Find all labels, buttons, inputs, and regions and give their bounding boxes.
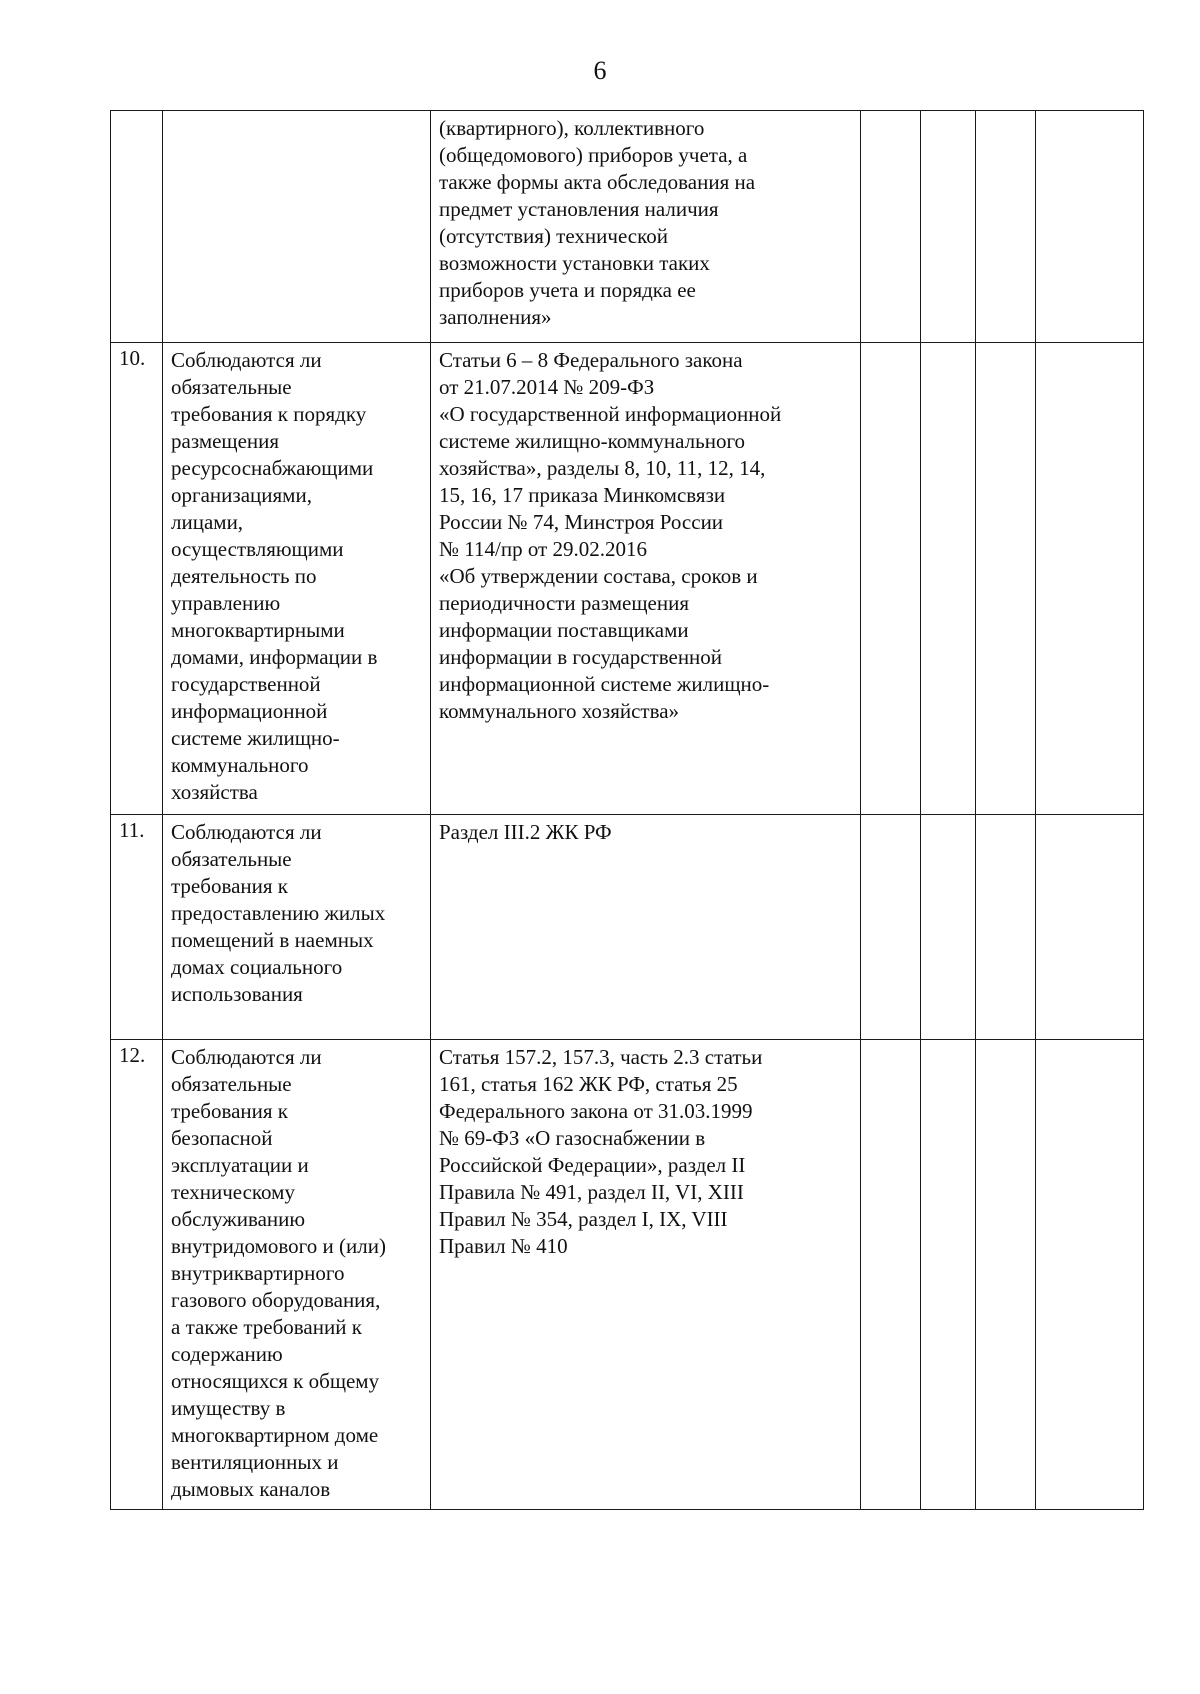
legal-reference-cell: Раздел III.2 ЖК РФ	[431, 815, 861, 1040]
row-number-cell	[111, 111, 163, 343]
table-row	[111, 1040, 1144, 1510]
answer-yes-cell[interactable]	[861, 815, 921, 1040]
answer-no-cell[interactable]	[921, 1040, 976, 1510]
question-cell: Соблюдаются ли обязательные требования к порядку размещения ресурсоснабжающими организациями, лицами, осуществляющими деятельность по управлению многоквартирными домами, информации в государственной информационной системе жилищно- коммунального хозяйства	[163, 343, 431, 815]
notes-cell[interactable]	[1036, 1040, 1144, 1510]
legal-reference-cell: Статья 157.2, 157.3, часть 2.3 статьи 161, статья 162 ЖК РФ, статья 25 Федерального закона от 31.03.1999 № 69-ФЗ «О газоснабжении в Российской Федерации», раздел II Правила № 491, раздел II, VI, XIII Правил № 354, раздел I, IX, VIII Правил № 410	[431, 1040, 861, 1510]
table-row	[111, 815, 1144, 1040]
question-cell	[163, 111, 431, 343]
row-number-cell: 11.	[111, 815, 163, 1040]
notes-cell[interactable]	[1036, 111, 1144, 343]
legal-reference-cell: Статьи 6 – 8 Федерального закона от 21.07.2014 № 209-ФЗ «О государственной информационной системе жилищно-коммунального хозяйства», разделы 8, 10, 11, 12, 14, 15, 16, 17 приказа Минкомсвязи России № 74, Минстроя России № 114/пр от 29.02.2016 «Об утверждении состава, сроков и периодичности размещения информации поставщиками информации в государственной информационной системе жилищно- коммунального хозяйства»	[431, 343, 861, 815]
answer-na-cell[interactable]	[976, 1040, 1036, 1510]
answer-yes-cell[interactable]	[861, 343, 921, 815]
answer-yes-cell[interactable]	[861, 1040, 921, 1510]
table-row	[111, 111, 1144, 343]
notes-cell[interactable]	[1036, 815, 1144, 1040]
page-number: 6	[593, 56, 607, 85]
answer-na-cell[interactable]	[976, 815, 1036, 1040]
question-cell: Соблюдаются ли обязательные требования к предоставлению жилых помещений в наемных домах социального использования	[163, 815, 431, 1040]
answer-na-cell[interactable]	[976, 111, 1036, 343]
row-number-cell: 10.	[111, 343, 163, 815]
legal-reference-cell: (квартирного), коллективного (общедомового) приборов учета, а также формы акта обследования на предмет установления наличия (отсутствия) технической возможности установки таких приборов учета и порядка ее заполнения»	[431, 111, 861, 343]
question-cell: Соблюдаются ли обязательные требования к безопасной эксплуатации и техническому обслуживанию внутридомового и (или) внутриквартирного газового оборудования, а также требований к содержанию относящихся к общему имуществу в многоквартирном доме вентиляционных и дымовых каналов	[163, 1040, 431, 1510]
notes-cell[interactable]	[1036, 343, 1144, 815]
answer-no-cell[interactable]	[921, 111, 976, 343]
checklist-table	[110, 110, 1144, 1510]
answer-no-cell[interactable]	[921, 815, 976, 1040]
table-row	[111, 343, 1144, 815]
answer-na-cell[interactable]	[976, 343, 1036, 815]
answer-no-cell[interactable]	[921, 343, 976, 815]
answer-yes-cell[interactable]	[861, 111, 921, 343]
row-number-cell: 12.	[111, 1040, 163, 1510]
